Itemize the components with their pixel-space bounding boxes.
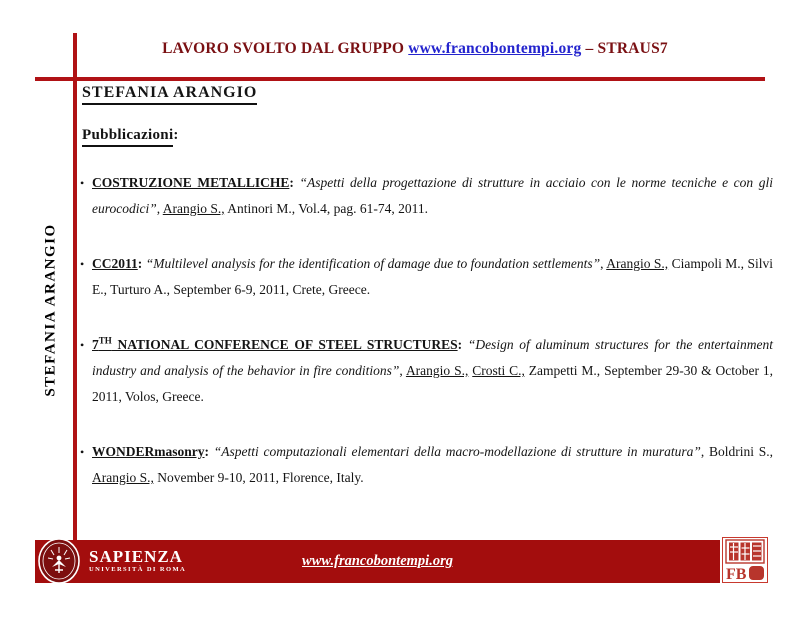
publication-segment-italic: “Multilevel analysis for the identification of damage due to foundation settlements” [145, 256, 601, 271]
publication-segment-plain: , Boldrini S., [700, 444, 773, 459]
section-heading [82, 127, 179, 147]
publication-segment-plain: , [600, 256, 607, 271]
publication-segment-underline: Arangio S., [606, 256, 669, 271]
publication-segment-underline: Arangio S., [92, 470, 154, 485]
header-prefix: LAVORO SVOLTO DAL GRUPPO [162, 40, 409, 57]
publication-segment-underline: Arangio S., [162, 201, 225, 216]
publication-segment-plain: Ciampoli M., Silvi E., Turturo A., September 6-9, 2011, Crete, Greece. [92, 256, 774, 297]
publication-item [82, 439, 773, 491]
publications-list [82, 170, 773, 520]
bullet-marker: • [80, 338, 85, 352]
sidebar-vertical-label: STEFANIA ARANGIO [42, 223, 59, 397]
venue-colon: : [457, 337, 463, 352]
fbo-logo [722, 537, 768, 583]
publication-item [82, 332, 773, 410]
fbo-letters: FB [726, 566, 747, 583]
publication-segment-plain: , [156, 201, 163, 216]
sapienza-subtitle: UNIVERSITÀ DI ROMA [89, 566, 187, 574]
publication-venue: CC2011 [92, 256, 138, 271]
publication-segment-plain: Zampetti M., September 29-30 & October 1, 2011, Volos, Greece. [92, 363, 773, 404]
publication-venue: COSTRUZIONE METALLICHE [92, 175, 290, 190]
publication-segment-italic: “Design of aluminum structures for the entertainment industry and analysis of the behavior in fire conditions” [92, 337, 774, 378]
publication-segment-plain: , [399, 363, 406, 378]
publication-segment-italic: “Aspetti computazionali elementari della macro-modellazione di strutture in muratura” [213, 444, 701, 459]
vertical-divider-line [73, 33, 77, 540]
fbo-seal-icon [722, 537, 768, 583]
horizontal-divider-line [35, 77, 765, 81]
bullet-marker: • [80, 257, 85, 271]
publication-segment-underline: Arangio S., [405, 363, 469, 378]
header-title [30, 40, 800, 58]
publication-item [82, 170, 773, 222]
section-heading-colon: : [173, 127, 179, 143]
venue-colon: : [204, 444, 210, 459]
header-suffix: – STRAUS7 [581, 40, 668, 57]
sapienza-name: SAPIENZA [89, 547, 183, 567]
bullet-marker: • [80, 445, 85, 459]
section-heading-word: Pubblicazioni [82, 127, 173, 147]
header-link[interactable]: www.francobontempi.org [408, 40, 582, 57]
publication-segment-italic: “Aspetti della progettazione di strutture in acciaio con le norme tecniche e con gli eurocodici” [92, 175, 773, 216]
footer-bar [35, 540, 720, 583]
venue-colon: : [289, 175, 294, 190]
venue-colon: : [137, 256, 143, 271]
footer-url-link[interactable]: www.francobontempi.org [302, 553, 453, 569]
publication-venue: WONDERmasonry [92, 444, 205, 459]
page-title: STEFANIA ARANGIO [82, 84, 257, 105]
publication-item [82, 251, 773, 303]
publication-venue: 7TH NATIONAL CONFERENCE OF STEEL STRUCTURES [92, 335, 458, 352]
publication-segment-underline: Crosti C., [472, 363, 525, 378]
publication-segment-plain: Antinori M., Vol.4, pag. 61-74, 2011. [224, 201, 429, 216]
footer-url [35, 540, 720, 583]
publication-segment-plain: November 9-10, 2011, Florence, Italy. [153, 470, 364, 485]
bullet-marker: • [80, 176, 85, 190]
